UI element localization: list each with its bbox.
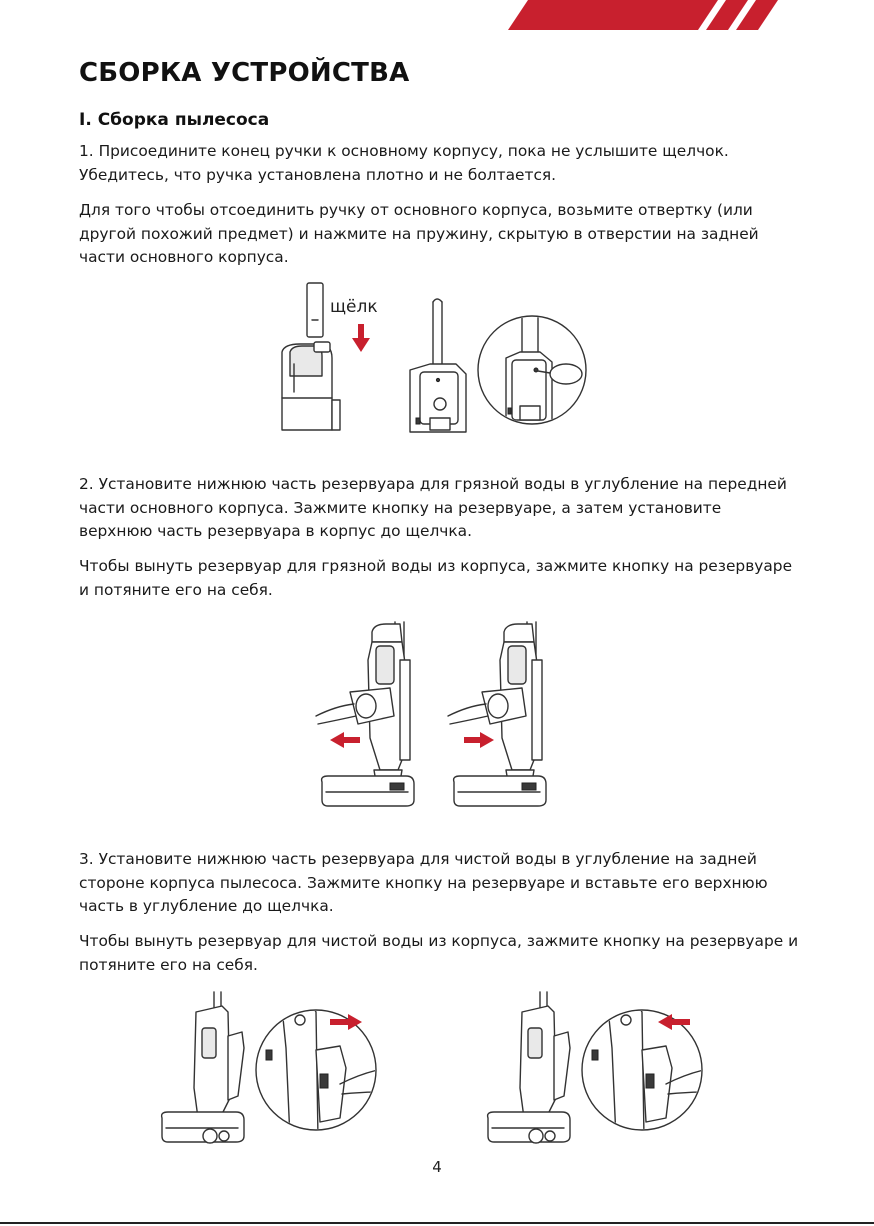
step-3-instruction: 3. Установите нижнюю часть резервуара для чистой воды в углубление на задней стороне корпуса пылесоса. Зажмите кнопку на резервуаре и вставьте его верхнюю часть в углубление до щелчка.: [79, 850, 768, 915]
figure-handle-assembly: [270, 280, 600, 440]
bottom-rule: [0, 1222, 874, 1224]
header-stripes-decoration: [480, 0, 874, 30]
section-title: I. Сборка пылесоса: [79, 110, 270, 130]
step-1-removal: Для того чтобы отсоединить ручку от основного корпуса, возьмите отвертку (или другой похожий предмет) и нажмите на пружину, скрытую в отверстии на задней части основного корпуса.: [79, 201, 759, 266]
step-2-removal: Чтобы вынуть резервуар для грязной воды из корпуса, зажмите кнопку на резервуаре и потяните его на себя.: [79, 557, 793, 599]
click-label: щёлк: [330, 297, 378, 317]
page-number: 4: [432, 1158, 442, 1176]
page-title: СБОРКА УСТРОЙСТВА: [79, 58, 410, 88]
figure-clean-water-tank: [150, 988, 730, 1148]
step-3-removal: Чтобы вынуть резервуар для чистой воды из корпуса, зажмите кнопку на резервуаре и потяните его на себя.: [79, 932, 799, 974]
arrow-down-icon: [352, 324, 370, 352]
arrow-left-icon: [330, 732, 360, 748]
step-2-instruction: 2. Установите нижнюю часть резервуара для грязной воды в углубление на передней части основного корпуса. Зажмите кнопку на резервуаре, а затем установите верхнюю часть резервуара в корпус до щелчка.: [79, 475, 787, 540]
figure-dirty-water-tank: [310, 620, 570, 820]
arrow-right-icon: [464, 732, 494, 748]
step-1-instruction: 1. Присоедините конец ручки к основному корпусу, пока не услышите щелчок. Убедитесь, что ручка установлена плотно и не болтается.: [79, 142, 729, 184]
